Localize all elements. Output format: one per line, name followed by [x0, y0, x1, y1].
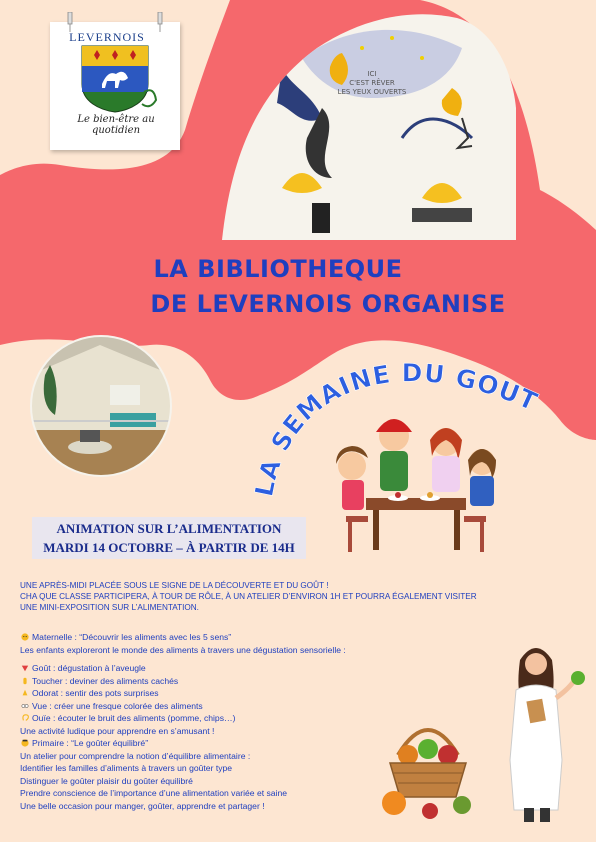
- list-item: Toucher : deviner des aliments cachés: [20, 675, 380, 688]
- library-mural-photo: [222, 8, 516, 240]
- hand-icon: [20, 677, 30, 685]
- mural-text-line3: LES YEUX OUVERTS: [337, 88, 407, 96]
- list-item: Une belle occasion pour manger, goûter, apprendre et partager !: [20, 800, 265, 811]
- pushpin-icon: [64, 12, 76, 32]
- event-title-text: LA SEMAINE DU GOUT: [249, 358, 543, 499]
- primaire-heading: [20, 737, 380, 750]
- headline-line2: DE LEVERNOIS ORGANISE: [150, 290, 506, 318]
- town-logo-card: [50, 22, 180, 150]
- child-face-icon: [20, 633, 30, 641]
- list-item: Odorat : sentir des pots surprises: [20, 687, 380, 700]
- list-item: Ouïe : écouter le bruit des aliments (pomme, chips…): [20, 712, 380, 725]
- logo-tagline: Le bien-être au quotidien: [77, 114, 155, 136]
- list-item: Vue : créer une fresque colorée des aliments: [20, 700, 380, 713]
- kids-eating-illustration: [318, 406, 510, 558]
- list-item: Identifier les familles d’aliments à travers un goûter type: [20, 763, 233, 773]
- mural-text-line2: C'EST RÊVER: [349, 79, 395, 87]
- maternelle-title: Maternelle : “Découvrir les aliments avec les 5 sens”: [32, 632, 232, 642]
- dietitian-illustration: [500, 640, 590, 825]
- pushpin-icon: [154, 12, 166, 32]
- ear-icon: [20, 714, 30, 722]
- headline-line1: LA BIBLIOTHEQUE: [153, 255, 403, 283]
- nose-icon: [20, 689, 30, 697]
- coat-of-arms-icon: [72, 44, 158, 114]
- list-item: Goût : dégustation à l’aveugle: [20, 662, 380, 675]
- list-item: Prendre conscience de l’importance d’une alimentation variée et saine: [20, 788, 288, 798]
- eyes-icon: [20, 702, 30, 710]
- reading-room-photo: [30, 335, 172, 477]
- student-icon: [20, 739, 30, 747]
- list-item: Un atelier pour comprendre la notion d’équilibre alimentaire :: [20, 750, 251, 761]
- vegetable-basket-illustration: [378, 715, 478, 825]
- activity-list: [20, 631, 380, 812]
- mural-text-line1: ICI: [367, 70, 377, 78]
- animation-title: ANIMATION SUR L’ALIMENTATION: [56, 521, 282, 536]
- intro-line: UNE APRÈS-MIDI PLACÉE SOUS LE SIGNE DE LA DÉCOUVERTE ET DU GOÛT !: [20, 581, 329, 590]
- intro-line: CHA QUE CLASSE PARTICIPERA, À TOUR DE RÔLE, À UN ATELIER D’ENVIRON 1H ET POURRA ÉGALEMENT VISITER: [20, 592, 477, 601]
- animation-info-box: [32, 517, 306, 559]
- maternelle-heading: [20, 631, 380, 644]
- list-item: Distinguer le goûter plaisir du goûter équilibré: [20, 775, 193, 786]
- animation-date: MARDI 14 OCTOBRE – À PARTIR DE 14H: [43, 540, 295, 555]
- logo-town-name: LEVERNOIS: [69, 30, 145, 44]
- tongue-icon: [20, 664, 30, 672]
- maternelle-description: Les enfants exploreront le monde des aliments à travers une dégustation sensorielle :: [20, 644, 346, 655]
- intro-line: UNE MINI-EXPOSITION SUR L’ALIMENTATION.: [20, 603, 199, 612]
- primaire-title: Primaire : “Le goûter équilibré”: [32, 738, 149, 748]
- maternelle-closing: Une activité ludique pour apprendre en s’amusant !: [20, 725, 215, 736]
- intro-text: [20, 580, 540, 613]
